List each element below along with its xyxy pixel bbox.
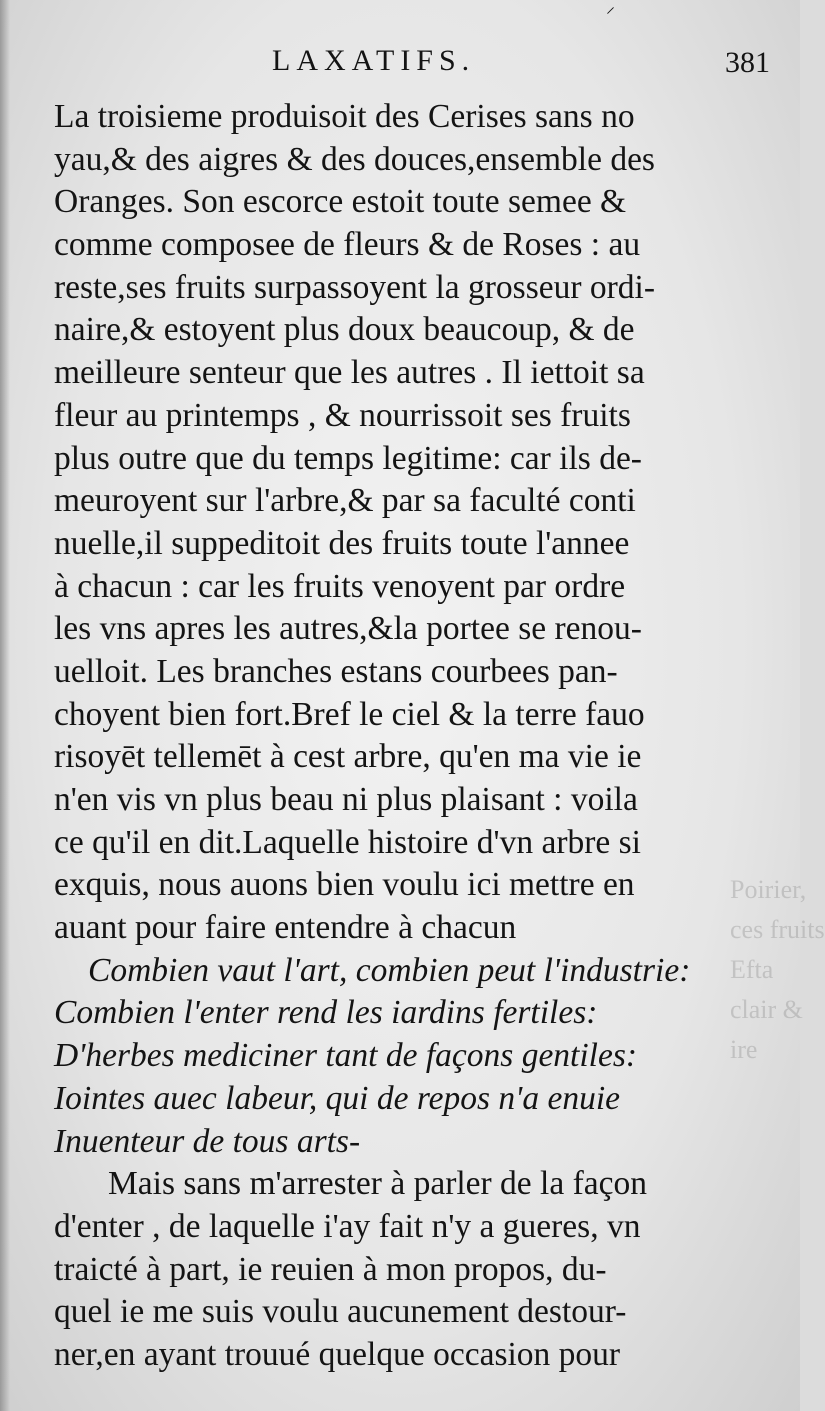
verse-line: D'herbes mediciner tant de façons gentiles:: [54, 1037, 638, 1075]
closing-paragraph: [54, 1163, 754, 1376]
verse-line: Iointes auec labeur, qui de repos n'a enuie: [54, 1079, 620, 1117]
bleed-line: ces fruits: [730, 915, 825, 944]
text-line: à chacun : car les fruits venoyent par ordre: [54, 567, 626, 605]
text-line: choyent bien fort.Bref le ciel & la terre fauo: [54, 695, 645, 733]
prose-block: [54, 96, 754, 950]
text-line: La troisieme produisoit des Cerises sans no: [54, 98, 635, 135]
bleed-through-text: [730, 870, 825, 1200]
bleed-line: Poirier,: [730, 875, 807, 904]
text-line: Mais sans m'arrester à parler de la façon: [108, 1165, 647, 1203]
text-line: yau,& des aigres & des douces,ensemble des: [54, 140, 655, 178]
text-line: Oranges. Son escorce estoit toute semee &: [54, 183, 627, 221]
text-line: comme composee de fleurs & de Roses : au: [54, 226, 641, 264]
text-line: plus outre que du temps legitime: car ils de-: [54, 439, 642, 477]
text-line: meuroyent sur l'arbre,& par sa faculté conti: [54, 482, 636, 520]
verse-line: Inuenteur de tous arts-: [54, 1122, 361, 1160]
page-header: [0, 44, 800, 84]
text-line: meilleure senteur que les autres . Il iettoit sa: [54, 354, 645, 392]
text-line: auant pour faire entendre à chacun: [54, 909, 517, 947]
text-line: n'en vis vn plus beau ni plus plaisant : voila: [54, 781, 638, 818]
verse-line: Combien l'enter rend les iardins fertiles:: [54, 994, 598, 1032]
page-number: 381: [725, 46, 770, 79]
text-line: uelloit. Les branches estans courbees pan-: [54, 652, 618, 690]
bleed-line: clair &: [730, 995, 803, 1024]
text-line: risoyēt tellemēt à cest arbre, qu'en ma vie ie: [54, 738, 642, 776]
text-line: fleur au printemps , & nourrissoit ses fruits: [54, 396, 631, 434]
verse-line: Combien vaut l'art, combien peut l'industrie:: [88, 951, 691, 989]
text-line: naire,& estoyent plus doux beaucoup, & de: [54, 311, 635, 349]
top-mark: ⸍: [606, 4, 615, 24]
text-line: reste,ses fruits surpassoyent la grosseur ordi-: [54, 268, 656, 306]
verse-quotation: [54, 950, 754, 1163]
text-line: nuelle,il suppeditoit des fruits toute l'annee: [54, 524, 630, 562]
text-line: traicté à part, ie reuien à mon propos, du-: [54, 1250, 607, 1288]
text-line: exquis, nous auons bien voulu ici mettre en: [54, 866, 635, 904]
text-line: ner,en ayant trouué quelque occasion pour: [54, 1335, 621, 1373]
page-gutter-shadow: [0, 0, 10, 1411]
text-line: les vns apres les autres,&la portee se renou-: [54, 610, 642, 648]
text-line: quel ie me suis voulu aucunement destour-: [54, 1293, 627, 1331]
text-line: ce qu'il en dit.Laquelle histoire d'vn arbre si: [54, 823, 641, 861]
body-text: [54, 96, 754, 1377]
bleed-line: Efta: [730, 955, 774, 984]
text-line: d'enter , de laquelle i'ay fait n'y a gueres, vn: [54, 1207, 641, 1245]
running-head: LAXATIFS.: [272, 44, 476, 77]
bleed-line: ire: [730, 1035, 758, 1064]
